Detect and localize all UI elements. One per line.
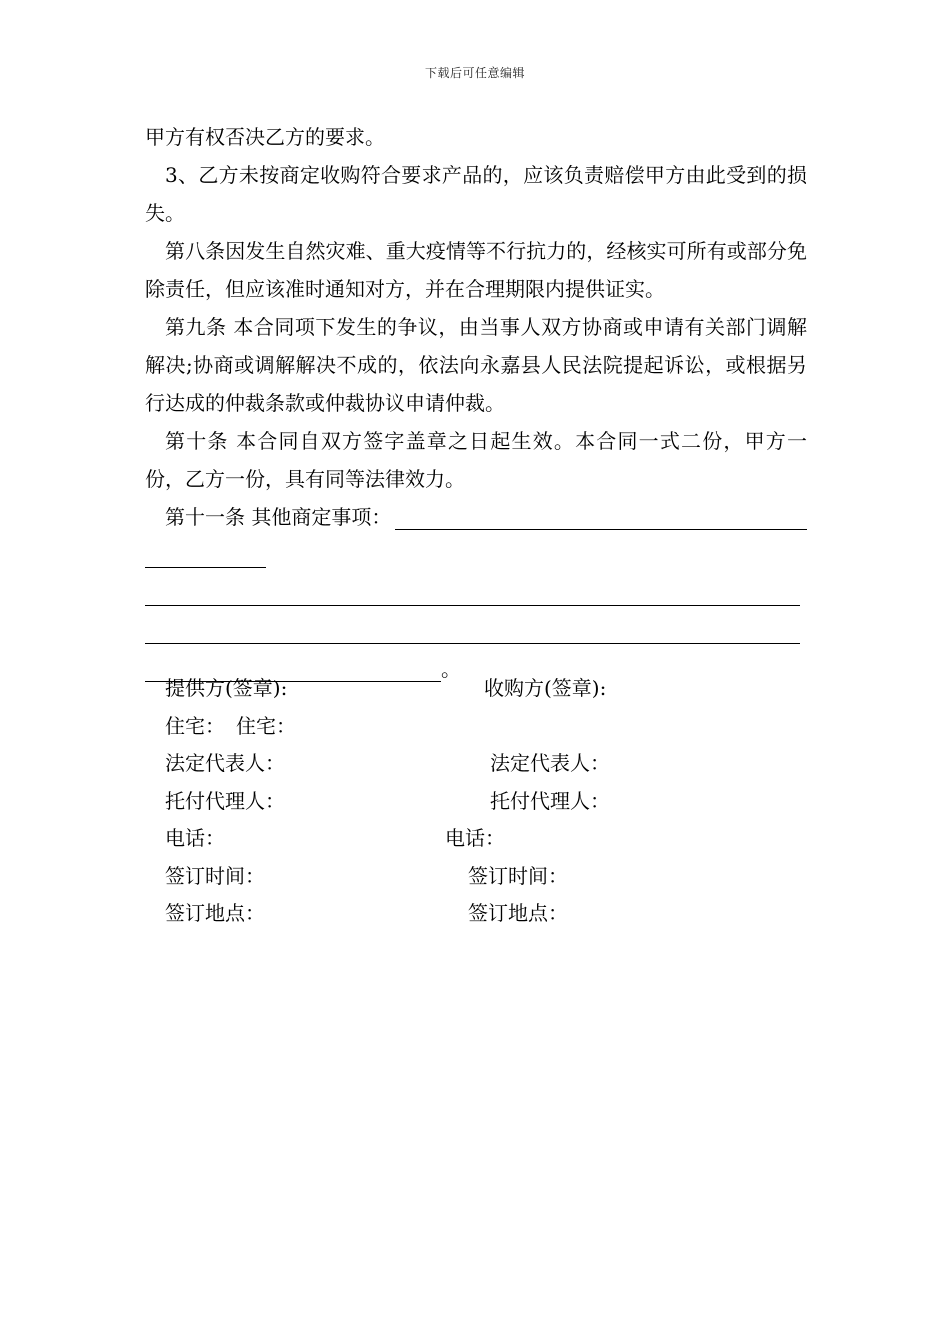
buyer-agent-label: 托付代理人：	[490, 788, 610, 813]
fill-in-blank-line[interactable]	[145, 605, 800, 606]
supplier-place-label: 签订地点：	[165, 901, 265, 925]
signature-row-parties	[165, 670, 805, 708]
buyer-date-label: 签订时间：	[468, 863, 568, 888]
signature-row-phone	[165, 820, 805, 858]
buyer-representative-label: 法定代表人：	[490, 751, 610, 775]
article-8-force-majeure: 第八条因发生自然灾难、重大疫情等不行抗力的，经核实可所有或部分免除责任，但应该准时通知对方，并在合理期限内提供证实。	[145, 239, 807, 301]
buyer-address-label: 住宅：	[236, 713, 296, 738]
paragraph-compensation: 3、乙方未按商定收购符合要求产品的，应该负责赔偿甲方由此受到的损失。	[145, 163, 807, 225]
fill-in-blank-row	[145, 574, 807, 612]
fill-in-blank-line[interactable]	[145, 643, 800, 644]
signature-row-agent	[165, 783, 805, 821]
article-11-label: 第十一条 其他商定事项：	[165, 505, 392, 529]
supplier-signature-label: 提供方(签章):	[165, 676, 288, 700]
article-9-dispute: 第九条 本合同项下发生的争议，由当事人双方协商或申请有关部门调解解决;协商或调解解决不成的，依法向永嘉县人民法院提起诉讼，或根据另行达成的仲裁条款或仲裁协议申请仲裁。	[145, 315, 807, 415]
article-11-other-matters	[145, 498, 807, 536]
signature-block	[165, 670, 805, 933]
contract-body	[145, 118, 807, 688]
supplier-date-label: 签订时间：	[165, 863, 265, 888]
signature-row-place	[165, 895, 805, 933]
paragraph-veto: 甲方有权否决乙方的要求。	[145, 125, 385, 149]
supplier-agent-label: 托付代理人：	[165, 788, 285, 813]
article-10-effect: 第十条 本合同自双方签字盖章之日起生效。本合同一式二份，甲方一份，乙方一份，具有同等法律效力。	[145, 429, 807, 491]
fill-in-blank-line[interactable]	[395, 529, 807, 530]
buyer-place-label: 签订地点：	[468, 901, 568, 925]
supplier-representative-label: 法定代表人：	[165, 751, 285, 775]
signature-row-representative	[165, 745, 805, 783]
signature-row-date	[165, 858, 805, 896]
buyer-signature-label: 收购方(签章):	[484, 676, 607, 700]
fill-in-blank-row	[145, 536, 807, 574]
signature-row-address	[165, 708, 805, 746]
supplier-phone-label: 电话：	[165, 826, 225, 850]
fill-in-blank-row	[145, 612, 807, 650]
end-punctuation: 。	[441, 657, 461, 681]
buyer-phone-label: 电话：	[445, 826, 505, 850]
page-header-note: 下载后可任意编辑	[424, 66, 525, 80]
supplier-address-label: 住宅：	[165, 713, 225, 738]
fill-in-blank-line[interactable]	[145, 567, 266, 568]
